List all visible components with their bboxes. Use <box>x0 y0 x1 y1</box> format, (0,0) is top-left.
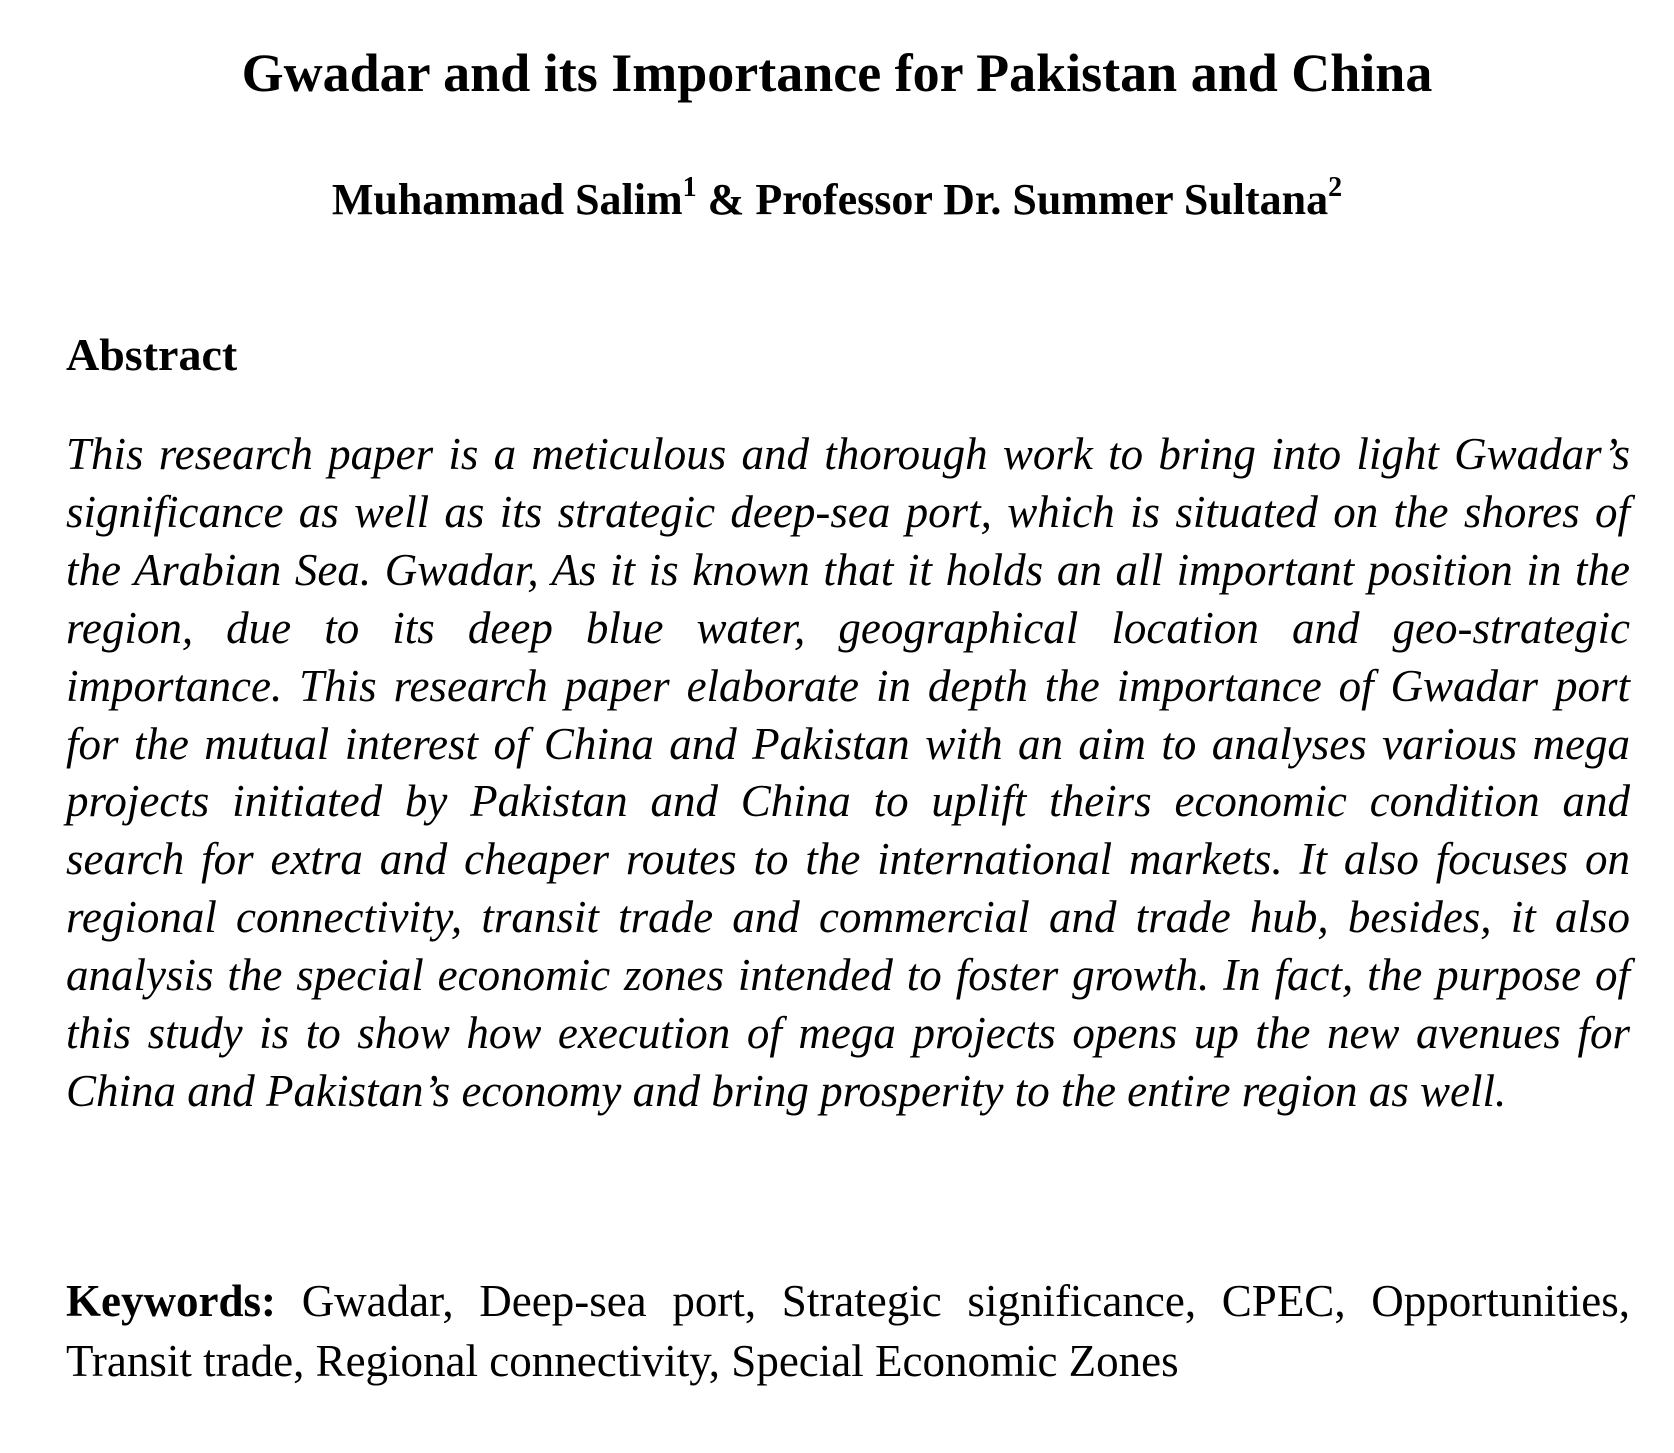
abstract-text: This research paper is a meticulous and thorough work to bring into light Gwadar’s significance as well as its strategic deep-sea port, which is situated on the shores of the Arabian Sea. Gwadar, As it is known that it holds an all important position in the region, due to its deep blue water, geographical location and geo-strategic importance. This research paper elaborate in depth the importance of Gwadar port for the mutual interest of China and Pakistan with an aim to analyses various mega projects initiated by Pakistan and China to uplift theirs economic condition and search for extra and cheaper routes to the international markets. It also focuses on regional connectivity, transit trade and commercial and trade hub, besides, it also analysis the special economic zones intended to foster growth. In fact, the purpose of this study is to show how execution of mega projects opens up the new avenues for China and Pakistan’s economy and bring prosperity to the entire region as well. <box>66 429 1630 1116</box>
keywords-label: Keywords: <box>66 1276 276 1326</box>
paper-title: Gwadar and its Importance for Pakistan and China <box>241 43 1433 103</box>
author-line <box>0 172 1674 228</box>
abstract-heading: Abstract <box>66 329 238 380</box>
author-1-affiliation-mark: 1 <box>682 172 697 203</box>
author-2-name: Professor Dr. Summer Sultana <box>755 175 1329 224</box>
author-separator: & <box>696 175 756 224</box>
keywords-list: Gwadar, Deep-sea port, Strategic significance, CPEC, Opportunities, Transit trade, Regional connectivity, Special Economic Zones <box>66 1276 1631 1386</box>
author-2-affiliation-mark: 2 <box>1328 172 1343 203</box>
keywords-paragraph <box>66 1271 1630 1391</box>
author-1-name: Muhammad Salim <box>331 175 683 224</box>
